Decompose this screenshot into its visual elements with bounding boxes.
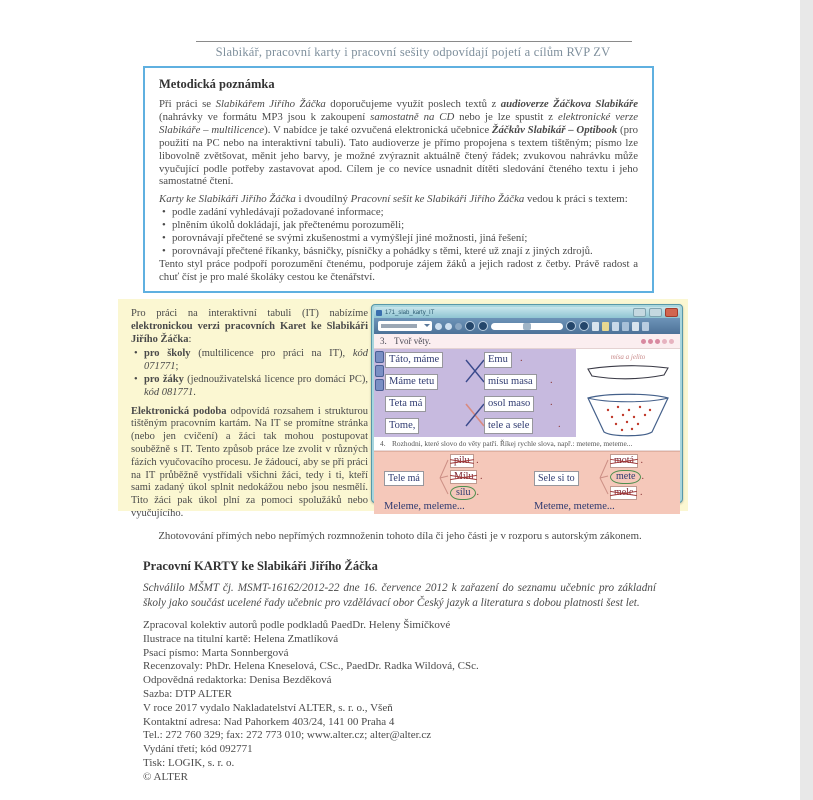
eraser-tool-icon[interactable] xyxy=(612,322,619,331)
option-period: . xyxy=(479,471,483,482)
minimize-button[interactable] xyxy=(633,308,646,317)
tool-dot-icon[interactable] xyxy=(435,323,442,330)
credit-line: Sazba: DTP ALTER xyxy=(143,687,233,700)
method-note-box xyxy=(143,66,654,293)
chant-caption: Meteme, meteme... xyxy=(534,501,615,512)
bullet-item: • plněním úkolů dokládají, jak přečtenému porozuměli; xyxy=(159,219,638,232)
app-window xyxy=(371,304,683,512)
word-option-circled[interactable]: sílu xyxy=(450,486,476,500)
word-card[interactable]: Táto, máme xyxy=(385,352,443,368)
exercise-number: 3. xyxy=(380,336,387,346)
word-card[interactable]: Teta má xyxy=(385,396,426,412)
save-tool-icon[interactable] xyxy=(632,322,639,331)
word-option-crossed[interactable]: pilu xyxy=(450,454,474,468)
chant-caption: Meleme, meleme... xyxy=(384,501,465,512)
it-panel xyxy=(118,299,688,519)
audio-play-button[interactable] xyxy=(478,321,488,331)
slider-thumb[interactable] xyxy=(523,323,531,330)
app-content xyxy=(374,334,680,512)
credit-line: © ALTER xyxy=(143,770,188,783)
credit-line: Ilustrace na titulní kartě: Helena Zmatlíková xyxy=(143,632,339,645)
credits-block xyxy=(143,619,479,785)
credit-line: Odpovědná redaktorka: Denisa Bezděková xyxy=(143,674,332,687)
app-icon xyxy=(376,310,382,316)
bullet-item: • porovnávají přečtené říkanky, básničky, písničky a pohádky s těmi, které už znají z jiných zdrojů. xyxy=(159,245,638,258)
audio-next-button[interactable] xyxy=(566,321,576,331)
method-note-intro: Karty ke Slabikáři Jiřího Žáčka i dvoudílný Pracovní sešit ke Slabikáři Jiřího Žáčka vedou k práci s textem: xyxy=(159,193,628,206)
choice-group xyxy=(534,454,679,512)
word-card[interactable]: Emu xyxy=(484,352,512,368)
credit-line: Tel.: 272 760 329; fax: 272 773 010; www.alter.cz; alter@alter.cz xyxy=(143,729,432,742)
audio-prev-button[interactable] xyxy=(465,321,475,331)
audio-progress-slider[interactable] xyxy=(491,323,563,330)
app-toolbar xyxy=(374,318,680,334)
sentence-period: . xyxy=(558,419,561,430)
sentence-stem-card[interactable]: Sele si to xyxy=(534,471,579,486)
mini-stamp-icons xyxy=(641,339,674,344)
dotted-bowl-drawing xyxy=(582,390,674,440)
section-heading: Pracovní KARTY ke Slabikáři Jiřího Žáčka xyxy=(143,559,378,573)
bullet-item: • pro školy (multilicence pro práci na IT), kód 071771; xyxy=(131,348,368,374)
stamp-icon[interactable] xyxy=(648,339,653,344)
stamp-icon[interactable] xyxy=(655,339,660,344)
method-note-closing: Tento styl práce podpoří porozumění čtenému, podporuje zájem žáků a jejich radost z četby. Právě radost a chuť číst je pro malé školáky cestou ke čtenářství. xyxy=(159,257,638,283)
exercise-number: 4. xyxy=(380,439,386,448)
option-period: . xyxy=(476,455,479,466)
bullet-item: • podle zadání vyhledávají požadované informace; xyxy=(159,206,638,219)
option-period: . xyxy=(476,487,479,498)
word-option-crossed[interactable]: motá xyxy=(610,454,638,468)
sentence-period: . xyxy=(520,353,523,364)
stamp-icon[interactable] xyxy=(662,339,667,344)
matching-board xyxy=(374,349,576,437)
method-note-paragraph-1: Při práci se Slabikářem Jiřího Žáčka doporučujeme využít poslech textů z audioverze Žáčkova Slabikáře (nahrávky ve formátu MP3 jsou k zakoupení samostatně na CD nebo je lze spustit z elektronické verze Slabikáře – multilicence). V nabídce je také ozvučená elektronická učebnice Žáčkův Slabikář – Optibook (pro použití na PC nebo na interaktivní tabuli). Tato audioverze je přímo propojena s textem tištěným; písmo lze libovolně zvětšovat, měnit jeho barvy, je možné zvýraznit aktuálně čtený řádek; zvukovou nahrávku může vyučující podle potřeby zastavovat apod. Cílem je co nevíce usnadnit dítěti sledování čteného textu i jeho samostatné čtení. xyxy=(159,98,639,188)
it-paragraph-1: Pro práci na interaktivní tabuli (IT) nabízíme elektronickou verzi pracovních Karet ke Slabikáři Jiřího Žáčka: xyxy=(131,308,368,345)
copyright-notice: Zhotovování přímých nebo nepřímých rozmnoženin tohoto díla či jeho části je v rozporu s autorským zákonem. xyxy=(158,530,642,542)
sentence-period: . xyxy=(550,375,553,386)
drawing-area xyxy=(576,349,680,437)
pencil-tool-icon[interactable] xyxy=(602,322,609,331)
sentence-stem-card[interactable]: Tele má xyxy=(384,471,424,486)
credit-line: Recenzovaly: PhDr. Helena Kneselová, CSc., PaedDr. Radka Wildová, CSc. xyxy=(143,660,479,673)
word-card[interactable]: osol maso xyxy=(484,396,534,412)
method-note-paragraph-2 xyxy=(159,193,638,283)
approval-paragraph: Schválilo MŠMT čj. MSMT-16162/2012-22 dne 16. července 2012 k zařazení do seznamu učebnic pro základní školy jako součást ucelené řady učebnic pro vzdělávací obor Český jazyk a literatura s dobou platnosti šest let. xyxy=(143,582,656,609)
maximize-button[interactable] xyxy=(649,308,662,317)
exercise-instruction: Tvoř věty. xyxy=(394,336,431,346)
handwritten-annotation: mísa a jelito xyxy=(610,353,646,361)
credit-line: Zpracoval kolektiv autorů podle podkladů PaedDr. Heleny Šimíčkové xyxy=(143,619,451,631)
option-period: . xyxy=(641,471,644,482)
matching-exercise xyxy=(374,349,680,437)
shallow-dish-drawing xyxy=(582,361,674,385)
audio-stop-button[interactable] xyxy=(579,321,589,331)
sentence-period: . xyxy=(550,397,553,408)
credit-line: Tisk: LOGIK, s. r. o. xyxy=(143,756,235,769)
word-option-circled[interactable]: mete xyxy=(610,470,641,484)
word-card[interactable]: Tome, xyxy=(385,418,419,434)
choice-exercise xyxy=(374,451,680,514)
stamp-icon[interactable] xyxy=(641,339,646,344)
print-tool-icon[interactable] xyxy=(642,322,649,331)
word-option-crossed[interactable]: Mílu xyxy=(450,470,477,484)
tool-dot-icon[interactable] xyxy=(445,323,452,330)
page-select-dropdown[interactable] xyxy=(378,321,432,331)
bullet-item: • pro žáky (jednouživatelská licence pro domácí PC), kód 081771. xyxy=(131,374,368,400)
credit-line: Psací písmo: Marta Sonnbergová xyxy=(143,646,289,659)
word-card[interactable]: Máme tetu xyxy=(385,374,438,390)
word-card[interactable]: tele a sele xyxy=(484,418,533,434)
credit-line: V roce 2017 vydalo Nakladatelství ALTER, s. r. o., Všeň xyxy=(143,701,393,714)
page-header: Slabikář, pracovní karty i pracovní sešity odpovídají pojetí a cílům RVP ZV xyxy=(215,45,611,59)
word-card[interactable]: mísu masa xyxy=(484,374,537,390)
tool-dot-icon[interactable] xyxy=(455,323,462,330)
header-rule xyxy=(196,41,632,42)
text-tool-icon[interactable] xyxy=(622,322,629,331)
it-text-column xyxy=(131,308,368,526)
app-titlebar xyxy=(374,307,680,318)
exercise-instruction: Rozhodni, které slovo do věty patří. Říkej rychle slova, např.: meteme, meteme... xyxy=(392,439,633,448)
exercise-3-header xyxy=(374,334,680,349)
credit-line: Vydání třetí; kód 092771 xyxy=(143,743,253,756)
window-title: 171_slab_karty_IT xyxy=(385,309,435,316)
method-note-title: Metodická poznámka xyxy=(159,77,275,91)
stamp-icon[interactable] xyxy=(669,339,674,344)
pointer-tool-icon[interactable] xyxy=(592,322,599,331)
it-paragraph-2: Elektronická podoba odpovídá rozsahem i strukturou tištěným pracovním kartám. Na IT se promítne stránka (nebo jen cvičení) a žáci tak mohou postupovat souběžně s IT. Tento způsob práce lze zvolit v různých fázích vyučovacího procesu. Je žádoucí, aby se při práci na IT průběžně vystřídali všichni žáci, tedy i ti, kteří sami zadaný úkol splnit nedokážou nebo jsou nesmělí. Tito žáci pak úkol plní za pomoci spolužáků nebo vyučujícího. xyxy=(131,405,368,519)
close-button[interactable] xyxy=(665,308,678,317)
bullet-item: • porovnávají přečtené se svými zkušenostmi a vymýšlejí jiné možnosti, jiná řešení; xyxy=(159,232,638,245)
option-period: . xyxy=(639,487,643,498)
option-period: . xyxy=(640,455,643,466)
credit-line: Kontaktní adresa: Nad Pahorkem 403/24, 141 00 Praha 4 xyxy=(143,715,395,728)
word-option-crossed[interactable]: mele xyxy=(610,486,637,500)
choice-group xyxy=(384,454,524,512)
